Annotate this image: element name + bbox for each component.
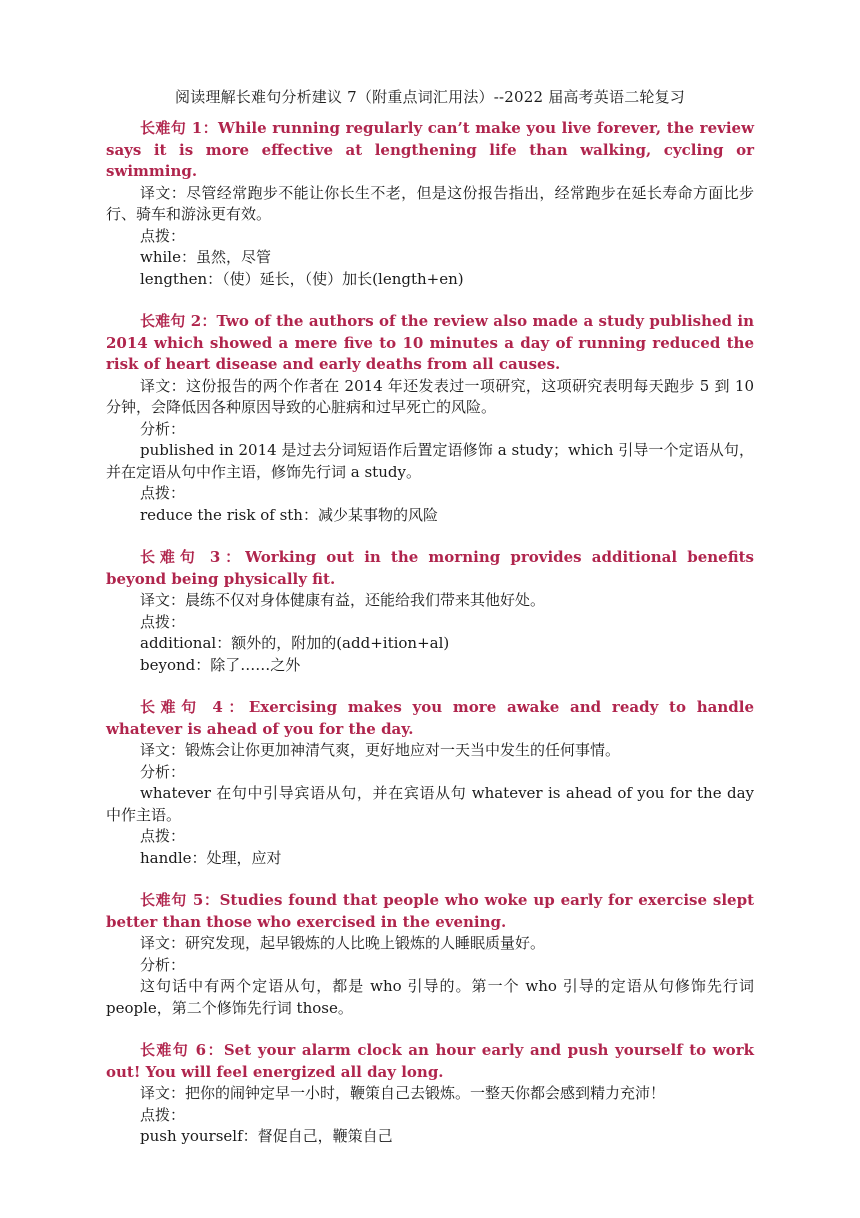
note-line: published in 2014 是过去分词短语作后置定语修饰 a study；which 引导一个定语从句，并在定语从句中作主语，修饰先行词 a study。 — [106, 441, 754, 481]
difficult-sentence — [106, 311, 754, 376]
entries-list — [106, 118, 754, 1148]
sentence-entry — [106, 1040, 754, 1148]
sentence-label: 长难句 6： — [140, 1041, 224, 1059]
note-line: 译文：这份报告的两个作者在 2014 年还发表过一项研究，这项研究表明每天跑步 5 到 10 分钟，会降低因各种原因导致的心脏病和过早死亡的风险。 — [106, 376, 754, 416]
sentence-text: While running regularly can’t make you live forever, the review says it is more effective at lengthening life than walking, cycling or swimming. — [106, 119, 754, 180]
sentence-text: Exercising makes you more awake and ready to handle whatever is ahead of you for the day. — [106, 698, 754, 738]
note-line: 点拨： — [140, 1105, 186, 1124]
note-line: 点拨： — [140, 484, 186, 502]
sentence-label: 长难句 5： — [140, 891, 220, 909]
note-line: 译文：晨练不仅对身体健康有益，还能给我们带来其他好处。 — [140, 591, 546, 609]
document-title: 阅读理解长难句分析建议 7（附重点词汇用法）--2022 届高考英语二轮复习 — [175, 88, 685, 106]
note-line: 分析： — [140, 762, 186, 781]
difficult-sentence — [106, 697, 754, 740]
note-line: 译文：尽管经常跑步不能让你长生不老，但是这份报告指出，经常跑步在延长寿命方面比步行、骑车和游泳更有效。 — [106, 183, 754, 223]
difficult-sentence — [106, 1040, 754, 1083]
sentence-text: Two of the authors of the review also made a study published in 2014 which showed a mere five to 10 minutes a day of running reduced the risk of heart disease and early deaths from all causes. — [106, 312, 754, 373]
sentence-entry — [106, 697, 754, 869]
note-line: push yourself：督促自己，鞭策自己 — [140, 1127, 393, 1145]
difficult-sentence — [106, 118, 754, 183]
note-line: 译文：锻炼会让你更加神清气爽，更好地应对一天当中发生的任何事情。 — [140, 741, 621, 759]
note-line: 分析： — [140, 419, 186, 438]
note-line: additional：额外的，附加的(add+ition+al) — [140, 634, 450, 652]
sentence-label: 长难句 4： — [140, 698, 249, 716]
note-line: beyond：除了……之外 — [140, 655, 301, 674]
difficult-sentence — [106, 547, 754, 590]
note-line: reduce the risk of sth：减少某事物的风险 — [140, 505, 438, 524]
sentence-entry — [106, 311, 754, 526]
note-line: whatever 在句中引导宾语从句，并在宾语从句 whatever is ahead of you for the day 中作主语。 — [106, 784, 754, 824]
sentence-text: Working out in the morning provides additional benefits beyond being physically fit. — [106, 548, 754, 588]
note-line: 点拨： — [140, 827, 186, 845]
note-line: 译文：研究发现，起早锻炼的人比晚上锻炼的人睡眠质量好。 — [140, 934, 546, 952]
sentence-text: Studies found that people who woke up early for exercise slept better than those who exercised in the evening. — [106, 891, 754, 931]
note-line: lengthen：（使）延长，（使）加长(length+en) — [140, 269, 464, 288]
note-line: handle：处理，应对 — [140, 848, 282, 867]
note-line: 译文：把你的闹钟定早一小时，鞭策自己去锻炼。一整天你都会感到精力充沛！ — [140, 1084, 666, 1102]
note-line: 分析： — [140, 955, 186, 974]
sentence-entry — [106, 118, 754, 290]
note-line: while：虽然，尽管 — [140, 248, 271, 266]
note-line: 点拨： — [140, 226, 186, 245]
sentence-label: 长难句 2： — [140, 312, 217, 330]
sentence-label: 长难句 1： — [140, 119, 218, 137]
sentence-entry — [106, 547, 754, 676]
note-line: 这句话中有两个定语从句，都是 who 引导的。第一个 who 引导的定语从句修饰先行词 people，第二个修饰先行词 those。 — [106, 977, 754, 1017]
sentence-label: 长难句 3： — [140, 548, 246, 566]
note-line: 点拨： — [140, 612, 186, 631]
sentence-text: Set your alarm clock an hour early and push yourself to work out! You will feel energized all day long. — [106, 1041, 754, 1081]
difficult-sentence — [106, 890, 754, 933]
sentence-entry — [106, 890, 754, 1019]
